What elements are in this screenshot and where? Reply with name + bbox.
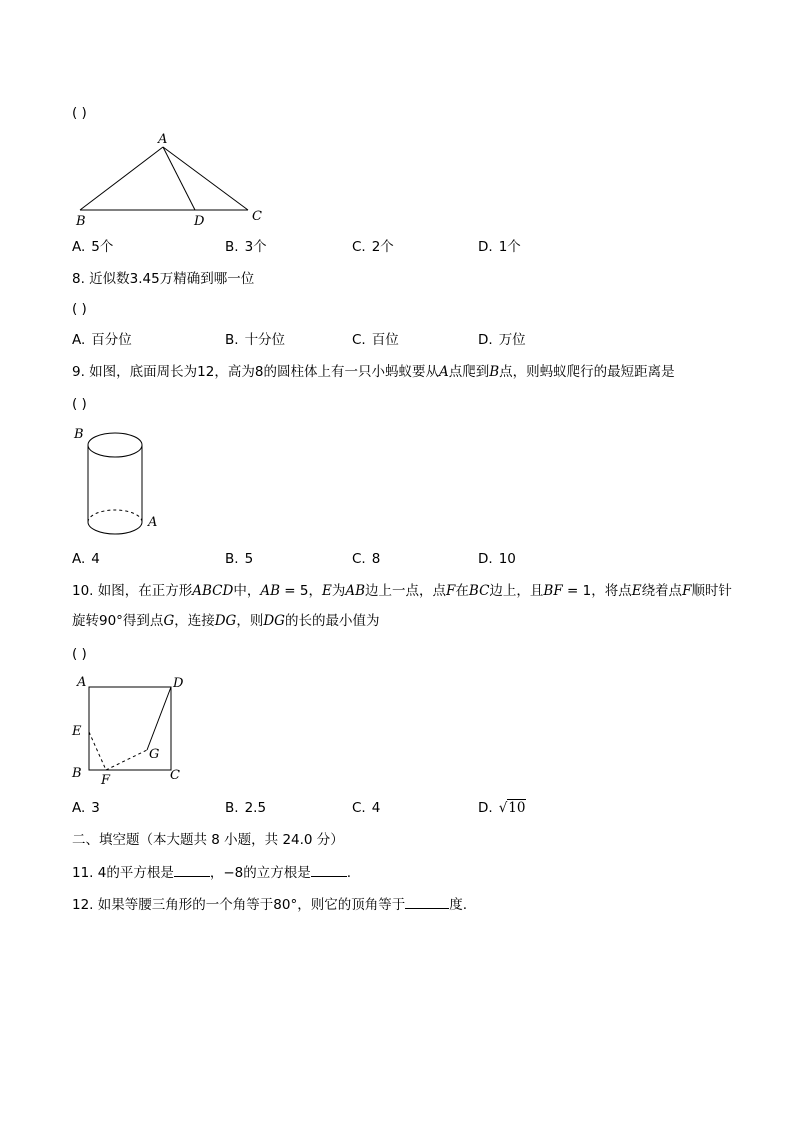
q10-option-c[interactable]: C. 4 bbox=[352, 800, 381, 816]
q10-option-a[interactable]: A. 3 bbox=[72, 800, 100, 816]
segment-ab bbox=[80, 147, 163, 210]
q8-option-a[interactable]: A. 百分位 bbox=[72, 332, 132, 348]
q10-option-b[interactable]: B. 2.5 bbox=[225, 800, 267, 816]
q11-stem: 11. 4的平方根是 ，−8的立方根是 . bbox=[72, 862, 351, 882]
q7-option-d[interactable]: D. 1个 bbox=[478, 239, 521, 255]
label-a: A bbox=[77, 675, 87, 690]
label-d: D bbox=[173, 676, 184, 691]
label-c: C bbox=[170, 768, 180, 783]
label-a: A bbox=[158, 132, 168, 147]
label-b: B bbox=[72, 766, 82, 781]
q11-blank-2[interactable] bbox=[311, 862, 347, 877]
q7-option-a[interactable]: A. 5个 bbox=[72, 239, 114, 255]
label-d: D bbox=[194, 214, 205, 229]
q10-square-figure bbox=[60, 670, 210, 790]
cylinder-top bbox=[88, 433, 142, 457]
q8-option-b[interactable]: B. 十分位 bbox=[225, 332, 286, 348]
segment-gd bbox=[147, 687, 171, 750]
q9-cylinder-figure bbox=[60, 420, 180, 540]
q11-blank-1[interactable] bbox=[174, 862, 210, 877]
q9-option-d[interactable]: D. 10 bbox=[478, 551, 516, 567]
cylinder-bottom-back bbox=[88, 510, 142, 522]
label-f: F bbox=[101, 773, 111, 788]
label-c: C bbox=[252, 209, 262, 224]
label-e: E bbox=[72, 724, 82, 739]
q12-stem: 12. 如果等腰三角形的一个角等于80°，则它的顶角等于 度. bbox=[72, 894, 467, 914]
q8-option-c[interactable]: C. 百位 bbox=[352, 332, 399, 348]
label-g: G bbox=[149, 747, 160, 762]
segment-ef bbox=[89, 732, 106, 770]
cylinder-bottom-front bbox=[88, 522, 142, 534]
label-b: B bbox=[76, 214, 86, 229]
segment-fg bbox=[106, 750, 147, 770]
sqrt-symbol: √10 bbox=[498, 800, 526, 816]
q9-stem: 9. 如图，底面周长为12，高为8的圆柱体上有一只小蚂蚁要从A点爬到B点，则蚂蚁爬行的最短距离是 bbox=[72, 364, 675, 380]
section-heading-fill-in: 二、填空题（本大题共 8 小题，共 24.0 分） bbox=[72, 832, 344, 848]
q7-option-c[interactable]: C. 2个 bbox=[352, 239, 394, 255]
q9-options bbox=[72, 550, 732, 568]
q10-stem-line2: 旋转90°得到点G，连接DG，则DG的长的最小值为 bbox=[72, 613, 380, 629]
q7-options bbox=[72, 238, 732, 256]
q8-options bbox=[72, 331, 732, 349]
segment-ac bbox=[163, 147, 248, 210]
q9-option-a[interactable]: A. 4 bbox=[72, 551, 100, 567]
q9-option-c[interactable]: C. 8 bbox=[352, 551, 381, 567]
q10-paren: ( ) bbox=[72, 646, 87, 662]
q10-option-d[interactable]: D. √10 bbox=[478, 800, 526, 816]
q7-option-b[interactable]: B. 3个 bbox=[225, 239, 267, 255]
q8-option-d[interactable]: D. 万位 bbox=[478, 332, 526, 348]
q8-stem: 8. 近似数3.45万精确到哪一位 bbox=[72, 271, 255, 287]
q7-triangle-figure bbox=[60, 130, 280, 230]
q10-options bbox=[72, 799, 732, 817]
q12-blank[interactable] bbox=[405, 894, 449, 909]
q9-paren: ( ) bbox=[72, 396, 87, 412]
segment-ad bbox=[163, 147, 195, 210]
q9-option-b[interactable]: B. 5 bbox=[225, 551, 254, 567]
q7-paren: ( ) bbox=[72, 105, 87, 121]
label-a: A bbox=[148, 515, 158, 530]
q8-paren: ( ) bbox=[72, 301, 87, 317]
label-b: B bbox=[74, 427, 84, 442]
q10-stem-line1: 10. 如图，在正方形ABCD中，AB = 5，E为AB边上一点，点F在BC边上，且BF = 1，将点E绕着点F顺时针 bbox=[72, 583, 732, 599]
